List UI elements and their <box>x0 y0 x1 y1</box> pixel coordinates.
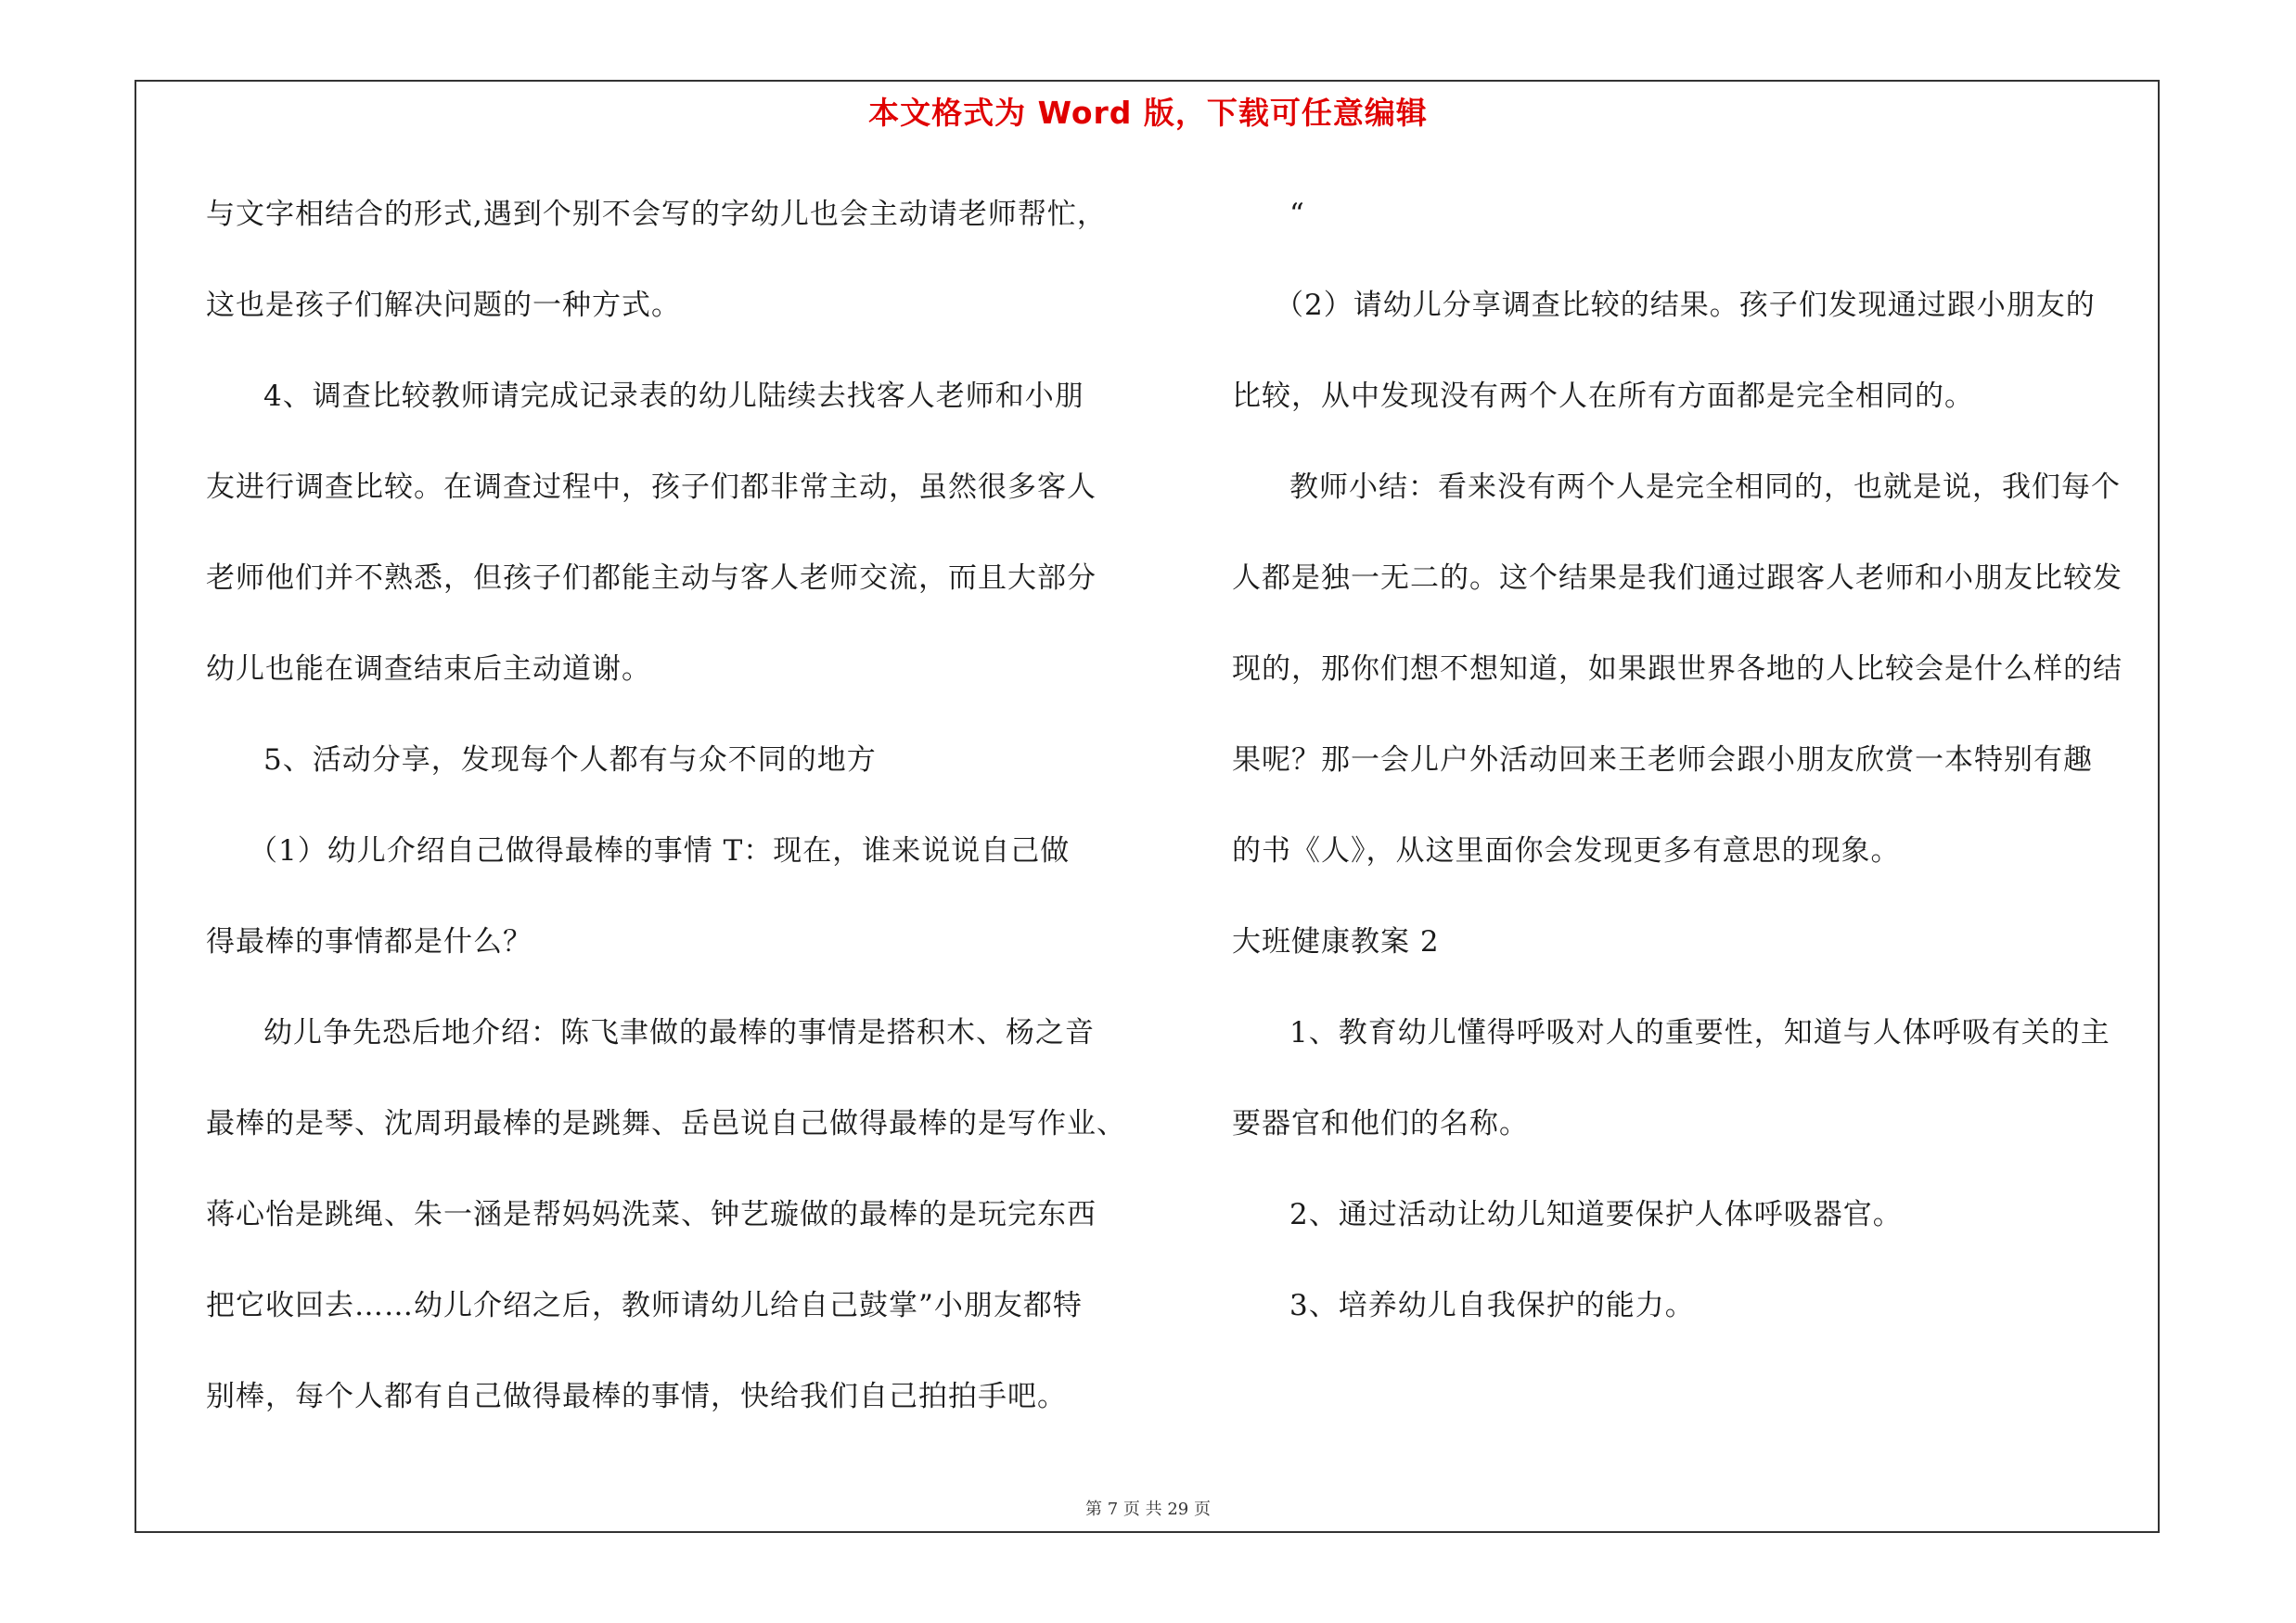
text-line: 4、调查比较教师请完成记录表的幼儿陆续去找客人老师和小朋 <box>263 380 1084 413</box>
right-column <box>1232 186 2160 1368</box>
text-line: 人都是独一无二的。这个结果是我们通过跟客人老师和小朋友比较发 <box>1232 561 2123 595</box>
text-line: 与文字相结合的形式,遇到个别不会写的字幼儿也会主动请老师帮忙， <box>206 198 1107 231</box>
text-line: 别棒，每个人都有自己做得最棒的事情，快给我们自己拍拍手吧。 <box>206 1380 1067 1413</box>
text-line: 友进行调查比较。在调查过程中，孩子们都非常主动，虽然很多客人 <box>206 470 1097 504</box>
text-line: 的书《人》，从这里面你会发现更多有意思的现象。 <box>1232 834 1901 868</box>
text-line: （1）幼儿介绍自己做得最棒的事情 T：现在，谁来说说自己做 <box>249 834 1071 868</box>
text-line: 果呢？那一会儿户外活动回来王老师会跟小朋友欣赏一本特别有趣 <box>1232 743 2093 777</box>
text-line: 这也是孩子们解决问题的一种方式。 <box>206 289 681 322</box>
text-line: 1、教育幼儿懂得呼吸对人的重要性，知道与人体呼吸有关的主 <box>1289 1016 2110 1050</box>
text-line: 教师小结：看来没有两个人是完全相同的，也就是说，我们每个 <box>1289 470 2121 504</box>
text-line: 大班健康教案 2 <box>1232 925 1440 959</box>
text-line: 幼儿争先恐后地介绍：陈飞聿做的最棒的事情是搭积木、杨之音 <box>263 1016 1095 1050</box>
text-line: 得最棒的事情都是什么？ <box>206 925 532 959</box>
text-line: 比较，从中发现没有两个人在所有方面都是完全相同的。 <box>1232 380 1974 413</box>
text-line: 最棒的是琴、沈周玥最棒的是跳舞、岳邑说自己做得最棒的是写作业、 <box>206 1107 1126 1140</box>
text-line: 3、培养幼儿自我保护的能力。 <box>1289 1289 1695 1322</box>
left-column <box>206 186 1134 1459</box>
page-number-footer: 第 7 页 共 29 页 <box>1085 1500 1211 1519</box>
text-line: 把它收回去……幼儿介绍之后，教师请幼儿给自己鼓掌”小朋友都特 <box>206 1289 1083 1322</box>
format-banner: 本文格式为 Word 版，下载可任意编辑 <box>868 95 1428 131</box>
text-line: 2、通过活动让幼儿知道要保护人体呼吸器官。 <box>1289 1198 1903 1231</box>
text-line: 幼儿也能在调查结束后主动道谢。 <box>206 652 651 686</box>
text-line: 5、活动分享，发现每个人都有与众不同的地方 <box>263 743 877 777</box>
text-line: 蒋心怡是跳绳、朱一涵是帮妈妈洗菜、钟艺璇做的最棒的是玩完东西 <box>206 1198 1097 1231</box>
text-line: 老师他们并不熟悉，但孩子们都能主动与客人老师交流，而且大部分 <box>206 561 1097 595</box>
text-line: 现的，那你们想不想知道，如果跟世界各地的人比较会是什么样的结 <box>1232 652 2123 686</box>
text-line: （2）请幼儿分享调查比较的结果。孩子们发现通过跟小朋友的 <box>1275 289 2096 322</box>
text-line: 要器官和他们的名称。 <box>1232 1107 1529 1140</box>
text-line: “ <box>1289 198 1305 231</box>
